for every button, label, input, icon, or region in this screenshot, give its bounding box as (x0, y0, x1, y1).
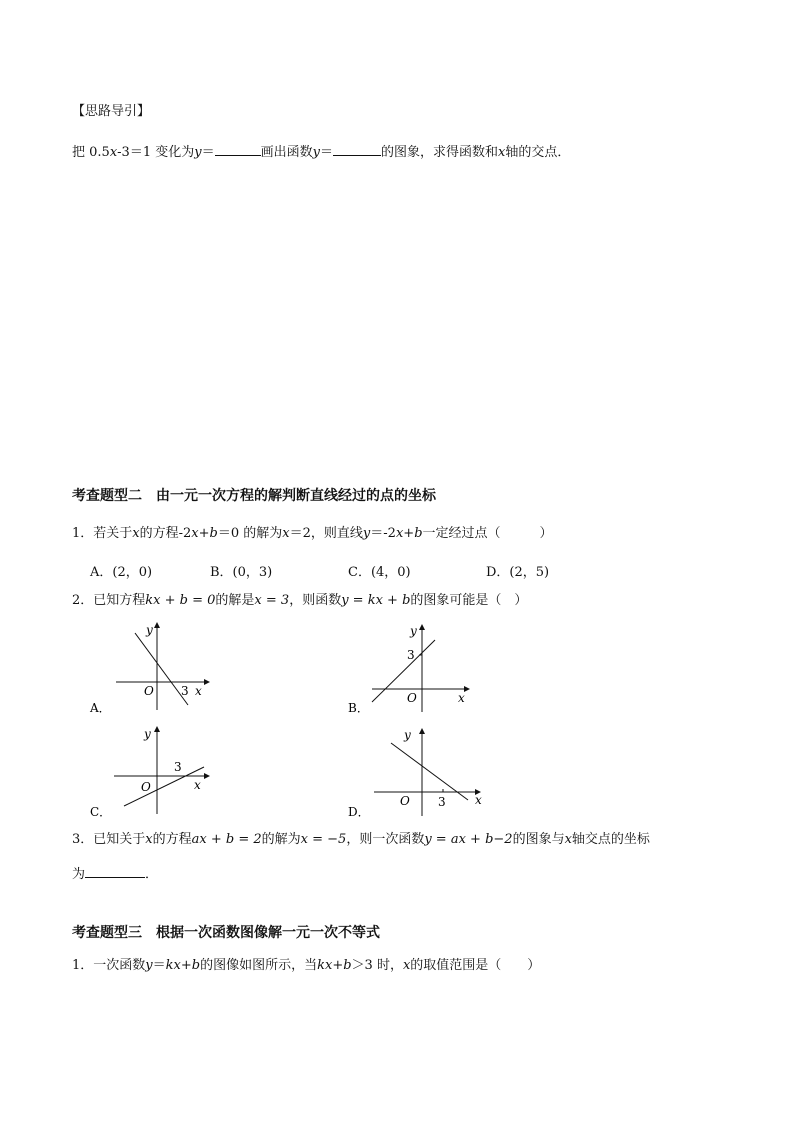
y-label: y (410, 624, 417, 638)
origin-label: O (141, 780, 151, 794)
y-axis-arrow (154, 726, 160, 732)
graph-a[interactable] (80, 618, 230, 718)
q2-1-option-a[interactable]: A．(2，0) (90, 565, 153, 580)
y-axis-arrow (419, 728, 425, 734)
graph-line (391, 743, 468, 800)
q2-3-stem: 3．已知关于x的方程ax + b = 2的解为x = −5，则一次函数y = ax + b−2的图象与x轴交点的坐标 (72, 832, 650, 847)
tick-3: 3 (174, 760, 182, 774)
origin-label: O (144, 684, 154, 698)
x-label: x (458, 691, 465, 705)
hint-text: 把 0.5x-3＝1 变化为y＝ 画出函数y＝ 的图象，求得函数和x轴的交点． (72, 141, 570, 162)
y-label: y (404, 728, 411, 742)
y-label: y (144, 727, 151, 741)
y-axis-arrow (419, 624, 425, 630)
q2-3-stem-line2: 为 ． (72, 863, 158, 884)
q3-1-stem: 1．一次函数y＝kx+b的图像如图所示，当kx+b＞3 时，x的取值范围是（ ） (72, 958, 541, 973)
x-label: x (475, 793, 482, 807)
graph-line (124, 767, 204, 806)
q2-1-option-b[interactable]: B．(0，3) (210, 565, 273, 580)
y-label: y (146, 623, 153, 637)
x-label: x (195, 684, 202, 698)
tick-3: 3 (438, 795, 446, 809)
answer-blank-1[interactable] (215, 141, 261, 156)
x-axis-arrow (204, 773, 210, 779)
graph-b[interactable] (340, 618, 490, 718)
y-axis-arrow (154, 622, 160, 628)
answer-blank-3[interactable] (85, 863, 145, 878)
graph-d[interactable] (340, 722, 490, 822)
x-axis-arrow (204, 679, 210, 685)
q2-1-option-c[interactable]: C．(4，0) (348, 565, 411, 580)
answer-blank-2[interactable] (333, 141, 381, 156)
graph-line (372, 640, 435, 702)
origin-label: O (400, 794, 410, 808)
hint-title: 【思路导引】 (72, 104, 151, 119)
q2-2-stem: 2．已知方程kx + b = 0的解是x = 3，则函数y = kx + b的图象可能是（ ） (72, 593, 528, 608)
option-label: A． (90, 701, 111, 715)
option-label: C． (90, 805, 112, 819)
x-label: x (194, 778, 201, 792)
x-axis-arrow (464, 686, 470, 692)
q2-1-stem: 1．若关于x的方程-2x+b＝0 的解为x＝2，则直线y＝-2x+b一定经过点（ ） (72, 526, 553, 541)
graph-c[interactable] (80, 722, 230, 822)
section-3-title: 考查题型三 根据一次函数图像解一元一次不等式 (72, 925, 380, 941)
option-label: B． (348, 701, 369, 715)
tick-3: 3 (181, 684, 189, 698)
option-label: D． (348, 805, 370, 819)
origin-label: O (407, 691, 417, 705)
tick-3: 3 (407, 648, 415, 662)
section-2-title: 考查题型二 由一元一次方程的解判断直线经过的点的坐标 (72, 488, 436, 504)
q2-1-option-d[interactable]: D．(2，5) (486, 565, 550, 580)
